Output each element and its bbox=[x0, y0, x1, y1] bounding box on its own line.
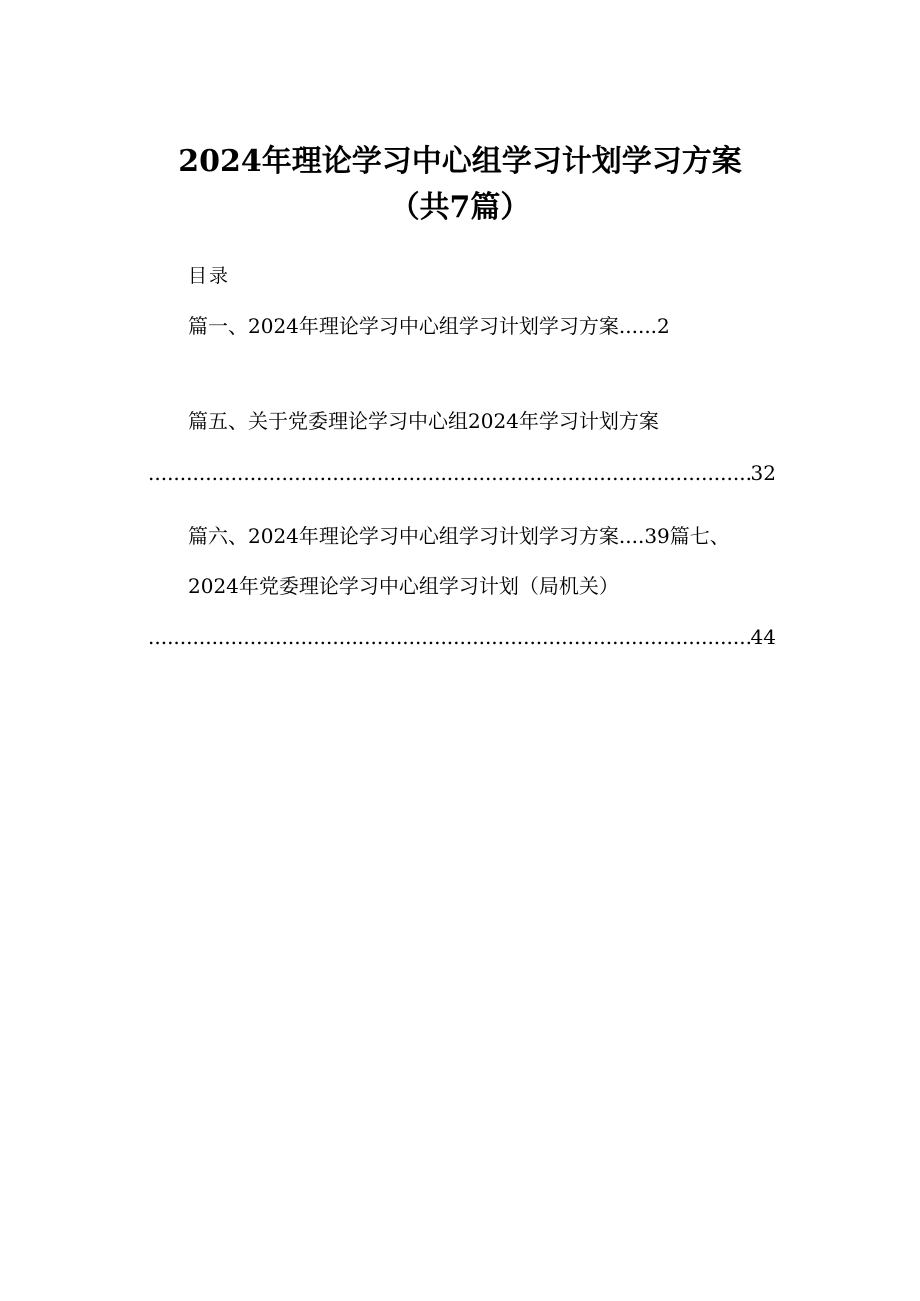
dot-leader bbox=[148, 622, 751, 652]
document-subtitle: （共7篇） bbox=[389, 190, 531, 225]
toc-entry[interactable]: 篇五、关于党委理论学习中心组2024年学习计划方案 bbox=[188, 409, 659, 433]
toc-entry[interactable]: 篇一、2024年理论学习中心组学习计划学习方案......2 bbox=[188, 314, 670, 338]
toc-page-number: 44 bbox=[750, 625, 776, 649]
toc-page-number: 32 bbox=[750, 461, 776, 485]
toc-heading: 目录 bbox=[188, 265, 231, 287]
toc-leader-line[interactable] bbox=[148, 622, 776, 652]
toc-leader-line[interactable] bbox=[148, 458, 776, 488]
toc-entry[interactable]: 2024年党委理论学习中心组学习计划（局机关） bbox=[188, 574, 619, 598]
toc-entry[interactable]: 篇六、2024年理论学习中心组学习计划学习方案....39篇七、 bbox=[188, 524, 730, 548]
dot-leader bbox=[148, 458, 751, 488]
document-title: 2024年理论学习中心组学习计划学习方案 bbox=[178, 144, 742, 179]
